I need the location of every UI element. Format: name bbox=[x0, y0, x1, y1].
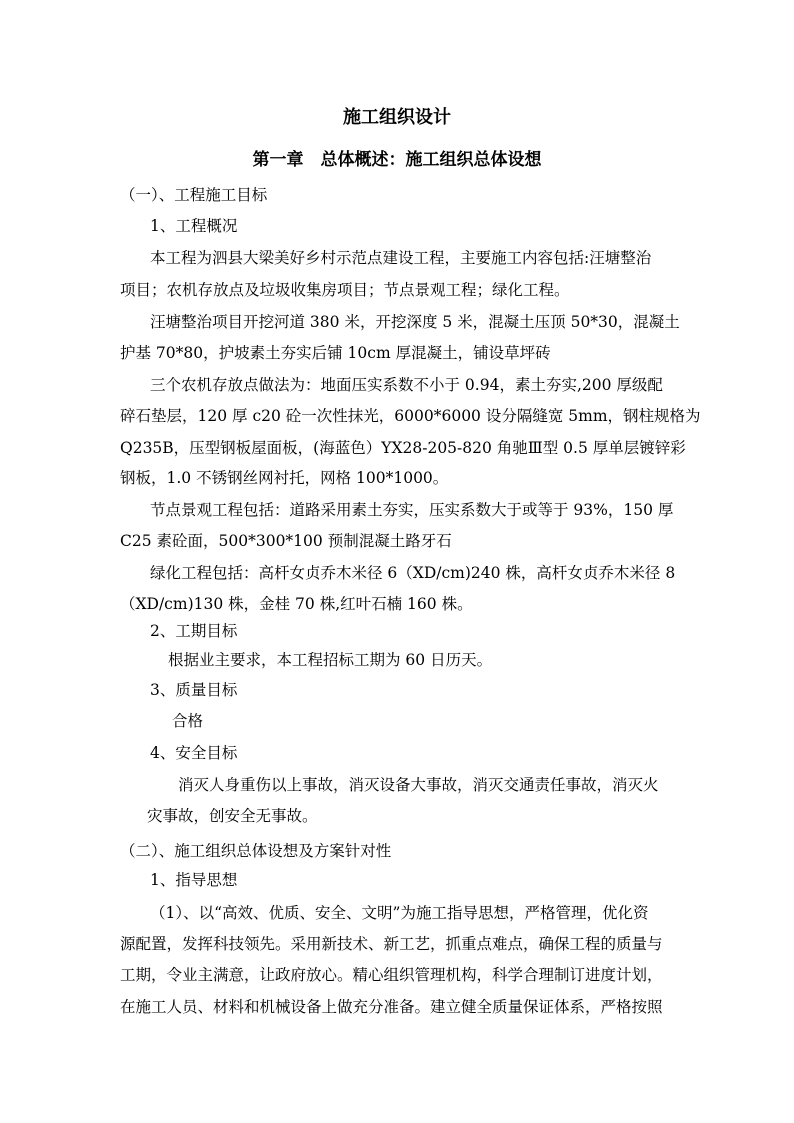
paragraph-line: 钢板，1.0 不锈钢丝网衬托，网格 100*1000。 bbox=[120, 469, 449, 487]
subheading-project-overview: 1、工程概况 bbox=[150, 217, 238, 235]
paragraph-line: （XD/cm)130 株，金桂 70 株,红叶石楠 160 株。 bbox=[120, 595, 473, 613]
paragraph-line: Q235B，压型钢板屋面板，(海蓝色）YX28-205-820 角驰Ⅲ型 0.5 厚单层镀锌彩 bbox=[120, 439, 686, 457]
subheading-schedule-goal: 2、工期目标 bbox=[150, 622, 238, 640]
paragraph-line: 汪塘整治项目开挖河道 380 米，开挖深度 5 米，混凝土压顶 50*30，混凝土 bbox=[150, 313, 680, 331]
paragraph-line: 源配置，发挥科技领先。采用新技术、新工艺，抓重点难点，确保工程的质量与 bbox=[120, 935, 663, 953]
chapter-heading: 第一章 总体概述：施工组织总体设想 bbox=[252, 150, 542, 170]
paragraph-line: 护基 70*80，护坡素土夯实后铺 10cm 厚混凝土，铺设草坪砖 bbox=[120, 344, 551, 362]
section-heading-2: （二）、施工组织总体设想及方案针对性 bbox=[120, 842, 392, 860]
paragraph-line: 在施工人员、材料和机械设备上做充分准备。建立健全质量保证体系，严格按照 bbox=[120, 998, 663, 1016]
subheading-quality-goal: 3、质量目标 bbox=[150, 681, 238, 699]
paragraph-line: C25 素砼面，500*300*100 预制混凝土路牙石 bbox=[120, 532, 452, 550]
paragraph-line: 合格 bbox=[172, 712, 204, 730]
paragraph-line: 消灭人身重伤以上事故，消灭设备大事故，消灭交通责任事故，消灭火 bbox=[178, 776, 659, 794]
paragraph-line: 节点景观工程包括：道路采用素土夯实，压实系数大于或等于 93%，150 厚 bbox=[150, 501, 674, 519]
document-title: 施工组织设计 bbox=[343, 107, 451, 128]
paragraph-line: 本工程为泗县大梁美好乡村示范点建设工程，主要施工内容包括:汪塘整治 bbox=[150, 249, 652, 267]
paragraph-line: 工期，令业主满意，让政府放心。精心组织管理机构，科学合理制订进度计划， bbox=[120, 966, 663, 984]
paragraph-line: 根据业主要求，本工程招标工期为 60 日历天。 bbox=[168, 651, 493, 669]
paragraph-line: 项目；农机存放点及垃圾收集房项目；节点景观工程；绿化工程。 bbox=[120, 281, 570, 299]
paragraph-line: 三个农机存放点做法为：地面压实系数不小于 0.94，素土夯实,200 厚级配 bbox=[150, 376, 663, 394]
paragraph-line: 灾事故，创安全无事故。 bbox=[147, 807, 318, 825]
paragraph-line: 绿化工程包括：高杆女贞乔木米径 6（XD/cm)240 株，高杆女贞乔木米径 8 bbox=[150, 564, 676, 582]
paragraph-line: 碎石垫层，120 厚 c20 砼一次性抹光，6000*6000 设分隔缝宽 5mm，钢柱规格为 bbox=[120, 407, 701, 425]
section-heading-1: （一）、工程施工目标 bbox=[120, 186, 268, 204]
paragraph-line: （1）、以“高效、优质、安全、文明”为施工指导思想，严格管理，优化资 bbox=[150, 904, 649, 922]
subheading-guiding-principle: 1、指导思想 bbox=[150, 871, 238, 889]
subheading-safety-goal: 4、安全目标 bbox=[150, 744, 238, 762]
